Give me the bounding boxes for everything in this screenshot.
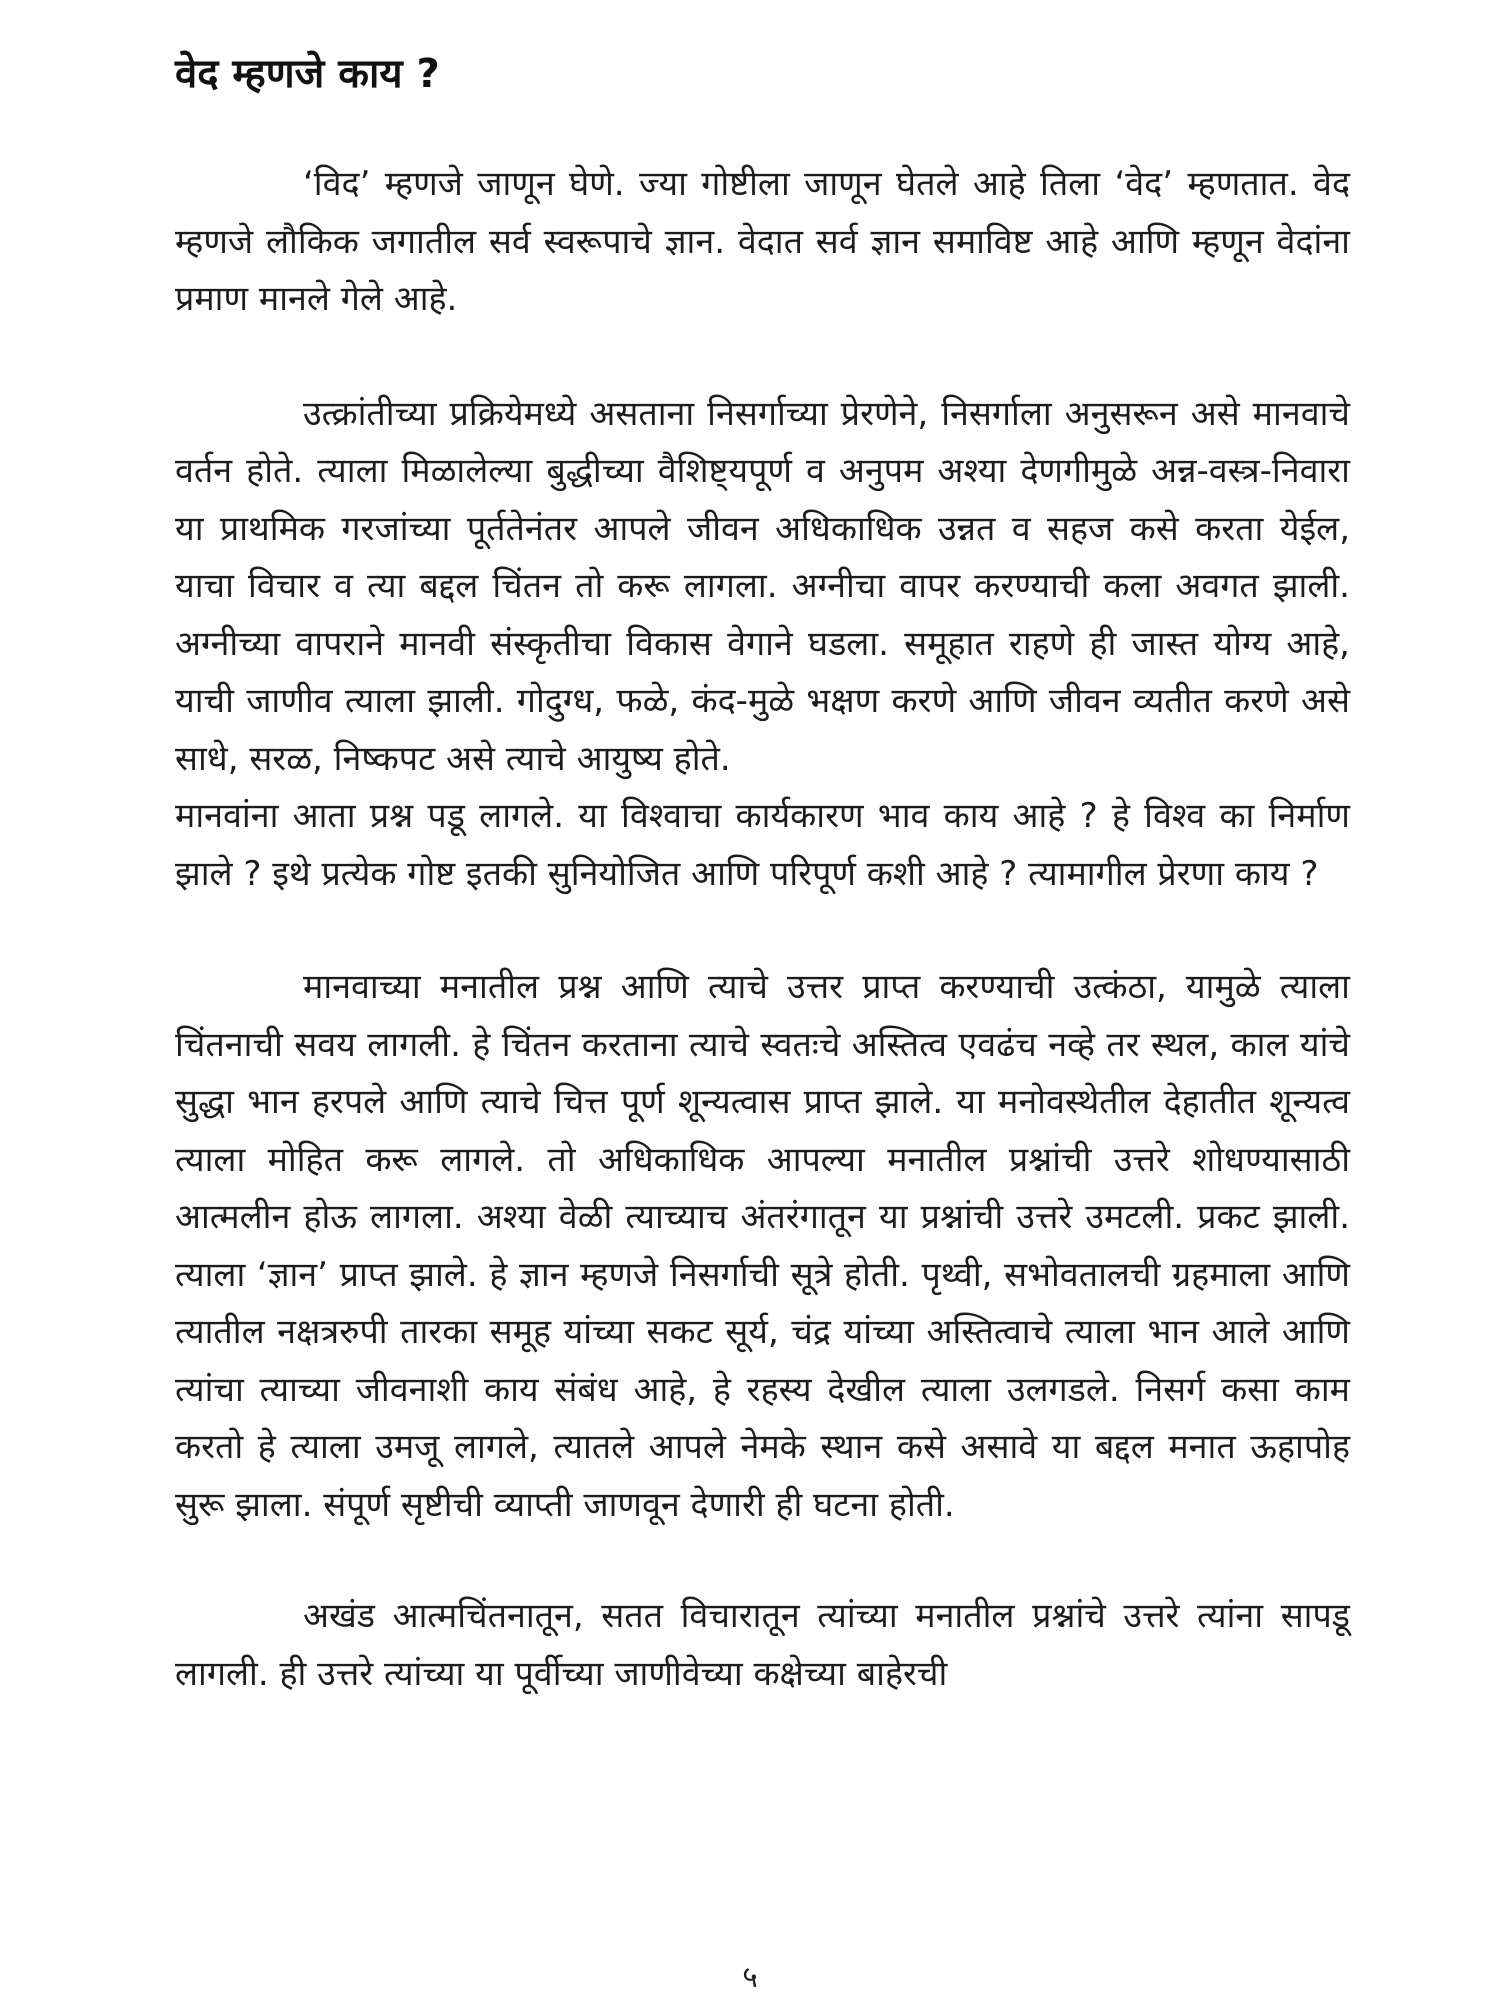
- paragraph-evolution: उत्क्रांतीच्या प्रक्रियेमध्ये असताना निसर्गाच्या प्रेरणेने, निसर्गाला अनुसरून असे मानवाचे वर्तन होते. त्याला मिळालेल्या बुद्धीच्या वैशिष्ट्यपूर्ण व अनुपम अश्या देणगीमुळे अन्न-वस्त्र-निवारा या प्राथमिक गरजांच्या पूर्ततेनंतर आपले जीवन अधिकाधिक उन्नत व सहज कसे करता येईल, याचा विचार व त्या बद्दल चिंतन तो करू लागला. अग्नीचा वापर करण्याची कला अवगत झाली. अग्नीच्या वापराने मानवी संस्कृतीचा विकास वेगाने घडला. समूहात राहणे ही जास्त योग्य आहे, याची जाणीव त्याला झाली. गोदुग्ध, फळे, कंद-मुळे भक्षण करणे आणि जीवन व्यतीत करणे असे साधे, सरळ, निष्कपट असे त्याचे आयुष्य होते.: [175, 393, 1350, 779]
- page-number: ५: [742, 1960, 758, 1995]
- paragraph-self-reflection: अखंड आत्मचिंतनातून, सतत विचारातून त्यांच्या मनातील प्रश्नांचे उत्तरे त्यांना सापडू लागली. ही उत्तरे त्यांच्या या पूर्वीच्या जाणीवेच्या कक्षेच्या बाहेरची: [175, 1596, 1350, 1694]
- paragraph-ved-meaning: ‘विद’ म्हणजे जाणून घेणे. ज्या गोष्टीला जाणून घेतले आहे तिला ‘वेद’ म्हणतात. वेद म्हणजे लौकिक जगातील सर्व स्वरूपाचे ज्ञान. वेदात सर्व ज्ञान समाविष्ट आहे आणि म्हणून वेदांना प्रमाण मानले गेले आहे.: [175, 164, 1350, 319]
- page-title: वेद म्हणजे काय ?: [175, 51, 440, 97]
- paragraph-contemplation: मानवाच्या मनातील प्रश्न आणि त्याचे उत्तर प्राप्त करण्याची उत्कंठा, यामुळे त्याला चिंतनाची सवय लागली. हे चिंतन करताना त्याचे स्वतःचे अस्तित्व एवढंच नव्हे तर स्थल, काल यांचे सुद्धा भान हरपले आणि त्याचे चित्त पूर्ण शून्यत्वास प्राप्त झाले. या मनोवस्थेतील देहातीत शून्यत्व त्याला मोहित करू लागले. तो अधिकाधिक आपल्या मनातील प्रश्नांची उत्तरे शोधण्यासाठी आत्मलीन होऊ लागला. अश्या वेळी त्याच्याच अंतरंगातून या प्रश्नांची उत्तरे उमटली. प्रकट झाली. त्याला ‘ज्ञान’ प्राप्त झाले. हे ज्ञान म्हणजे निसर्गाची सूत्रे होती. पृथ्वी, सभोवतालची ग्रहमाला आणि त्यातील नक्षत्ररुपी तारका समूह यांच्या सकट सूर्य, चंद्र यांच्या अस्तित्वाचे त्याला भान आले आणि त्यांचा त्याच्या जीवनाशी काय संबंध आहे, हे रहस्य देखील त्याला उलगडले. निसर्ग कसा काम करतो हे त्याला उमजू लागले, त्यातले आपले नेमके स्थान कसे असावे या बद्दल मनात ऊहापोह सुरू झाला. संपूर्ण सृष्टीची व्याप्ती जाणवून देणारी ही घटना होती.: [175, 967, 1350, 1525]
- paragraph-questions: मानवांना आता प्रश्न पडू लागले. या विश्वाचा कार्यकारण भाव काय आहे ? हे विश्व का निर्माण झाले ? इथे प्रत्येक गोष्ट इतकी सुनियोजित आणि परिपूर्ण कशी आहे ? त्यामागील प्रेरणा काय ?: [175, 796, 1350, 894]
